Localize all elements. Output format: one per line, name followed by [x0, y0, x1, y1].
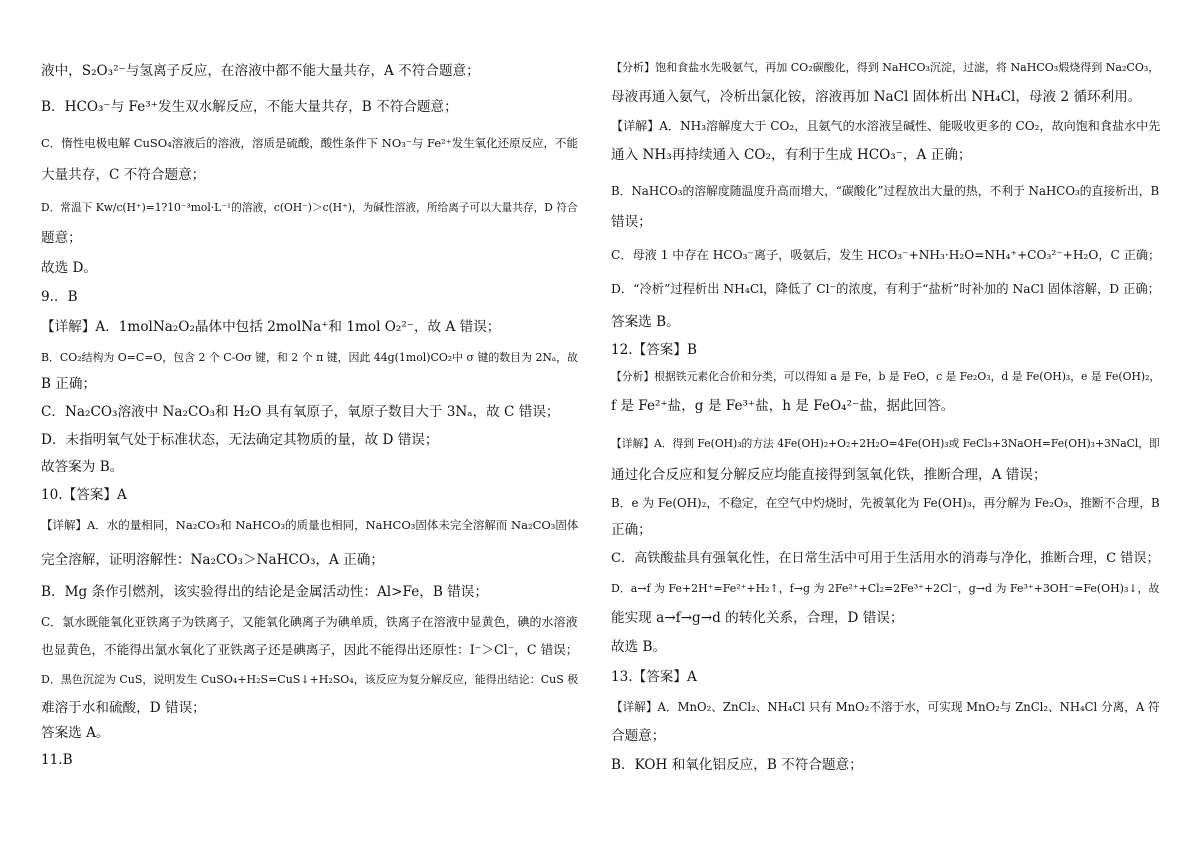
text-line: 9.．B	[41, 289, 78, 305]
text-line: B．NaHCO₃的溶解度随温度升高而增大，“碳酸化”过程放出大量的热，不利于 NaHCO₃的直接析出，B	[611, 184, 1160, 198]
text-line: B．Mg 条作引燃剂，该实验得出的结论是金属活动性：Al>Fe，B 错误；	[41, 584, 488, 600]
text-line: 【详解】A．NH₃溶解度大于 CO₂，且氨气的水溶液呈碱性、能吸收更多的 CO₂，故向饱和食盐水中先	[611, 119, 1161, 133]
text-line: 液中，S₂O₃²⁻与氢离子反应，在溶液中都不能大量共存，A 不符合题意；	[41, 63, 480, 79]
text-line: 故答案为 B。	[41, 459, 124, 475]
text-line: D．“冷析”过程析出 NH₄Cl，降低了 Cl⁻的浓度，有利于“盐析”时补加的 NaCl 固体溶解，D 正确；	[611, 282, 1160, 296]
text-line: 母液再通入氨气，冷析出氯化铵，溶液再加 NaCl 固体析出 NH₄Cl，母液 2 循环利用。	[611, 89, 1142, 105]
text-line: 也显黄色，不能得出氯水氧化了亚铁离子还是碘离子，因此不能得出还原性：I⁻＞Cl⁻，C 错误；	[41, 642, 579, 657]
text-line: C．Na₂CO₃溶液中 Na₂CO₃和 H₂O 具有氧原子，氧原子数目大于 3Nₐ，故 C 错误；	[41, 404, 560, 420]
text-line: 题意；	[41, 230, 82, 246]
text-line: 答案选 A。	[41, 725, 110, 741]
text-line: 10.【答案】A	[41, 487, 127, 503]
text-line: 错误；	[611, 214, 652, 230]
text-line: 11.B	[41, 752, 73, 768]
text-line: 完全溶解，证明溶解性：Na₂CO₃＞NaHCO₃，A 正确；	[41, 552, 384, 568]
text-line: B．KOH 和氧化铝反应，B 不符合题意；	[611, 757, 863, 773]
text-line: 通过化合反应和复分解反应均能直接得到氢氧化铁，推断合理，A 错误；	[611, 467, 1047, 483]
text-line: C．高铁酸盐具有强氧化性，在日常生活中可用于生活用水的消毒与净化，推断合理，C 错误；	[611, 551, 1160, 566]
text-line: C．惰性电极电解 CuSO₄溶液后的溶液，溶质是硫酸，酸性条件下 NO₃⁻与 Fe²⁺发生氧化还原反应，不能	[41, 136, 578, 150]
text-line: 故选 D。	[41, 260, 98, 276]
text-line: 难溶于水和硫酸，D 错误；	[41, 700, 206, 716]
text-line: 【分析】根据铁元素化合价和分类，可以得知 a 是 Fe，b 是 FeO，c 是 Fe₂O₃，d 是 Fe(OH)₃，e 是 Fe(OH)₂，	[611, 370, 1161, 383]
text-line: 正确；	[611, 522, 652, 538]
text-line: 【详解】A．得到 Fe(OH)₃的方法 4Fe(OH)₂+O₂+2H₂O=4Fe(OH)₃或 FeCl₃+3NaOH=Fe(OH)₃+3NaCl，即	[611, 437, 1160, 450]
text-line: 通入 NH₃再持续通入 CO₂，有利于生成 HCO₃⁻，A 正确；	[611, 147, 972, 163]
text-line: D．常温下 Kw/c(H⁺)=1?10⁻³mol·L⁻¹的溶液，c(OH⁻)＞c(H⁺)，为碱性溶液，所给离子可以大量共存，D 符合	[41, 201, 578, 214]
text-line: 【详解】A．水的量相同，Na₂CO₃和 NaHCO₃的质量也相同，NaHCO₃固体未完全溶解而 Na₂CO₃固体	[41, 518, 579, 532]
text-line: 大量共存，C 不符合题意；	[41, 167, 206, 183]
text-line: C．母液 1 中存在 HCO₃⁻离子，吸氨后，发生 HCO₃⁻+NH₃·H₂O=NH₄⁺+CO₃²⁻+H₂O，C 正确；	[611, 248, 1161, 262]
text-line: 【详解】A．1molNa₂O₂晶体中包括 2molNa⁺和 1mol O₂²⁻，故 A 错误；	[41, 319, 501, 335]
text-line: D．黑色沉淀为 CuS，说明发生 CuSO₄+H₂S=CuS↓+H₂SO₄，该反应为复分解反应，能得出结论：CuS 极	[41, 673, 579, 686]
text-line: 故选 B。	[611, 639, 667, 655]
text-line: 【分析】饱和食盐水先吸氨气，再加 CO₂碳酸化，得到 NaHCO₃沉淀，过滤，将 NaHCO₃煅烧得到 Na₂CO₃，	[611, 61, 1160, 74]
text-line: B 正确；	[41, 376, 97, 392]
text-line: B．HCO₃⁻与 Fe³⁺发生双水解反应，不能大量共存，B 不符合题意；	[41, 99, 458, 115]
text-line: 【详解】A．MnO₂、ZnCl₂、NH₄Cl 只有 MnO₂不溶于水，可实现 MnO₂与 ZnCl₂、NH₄Cl 分离，A 符	[611, 700, 1160, 714]
text-line: 答案选 B。	[611, 314, 680, 330]
text-line: 12.【答案】B	[611, 342, 697, 358]
text-line: f 是 Fe²⁺盐，g 是 Fe³⁺盐，h 是 FeO₄²⁻盐，据此回答。	[611, 398, 955, 414]
text-line: B．e 为 Fe(OH)₂，不稳定，在空气中灼烧时，先被氧化为 Fe(OH)₃，再分解为 Fe₂O₃，推断不合理，B	[611, 496, 1160, 510]
text-line: 合题意；	[611, 728, 666, 744]
text-line: D．a→f 为 Fe+2H⁺=Fe²⁺+H₂↑，f→g 为 2Fe²⁺+Cl₂=2Fe³⁺+2Cl⁻，g→d 为 Fe³⁺+3OH⁻=Fe(OH)₃↓，故	[611, 582, 1160, 595]
text-line: C．氯水既能氧化亚铁离子为铁离子，又能氧化碘离子为碘单质，铁离子在溶液中显黄色，碘的水溶液	[41, 615, 578, 629]
text-line: D．未指明氧气处于标准状态，无法确定其物质的量，故 D 错误；	[41, 432, 439, 448]
text-line: 13.【答案】A	[611, 669, 697, 685]
text-line: B．CO₂结构为 O=C=O，包含 2 个 C-Oσ 键，和 2 个 π 键，因此 44g(1mol)CO₂中 σ 键的数目为 2Nₐ，故	[41, 351, 578, 364]
text-line: 能实现 a→f→g→d 的转化关系，合理，D 错误；	[611, 610, 904, 626]
